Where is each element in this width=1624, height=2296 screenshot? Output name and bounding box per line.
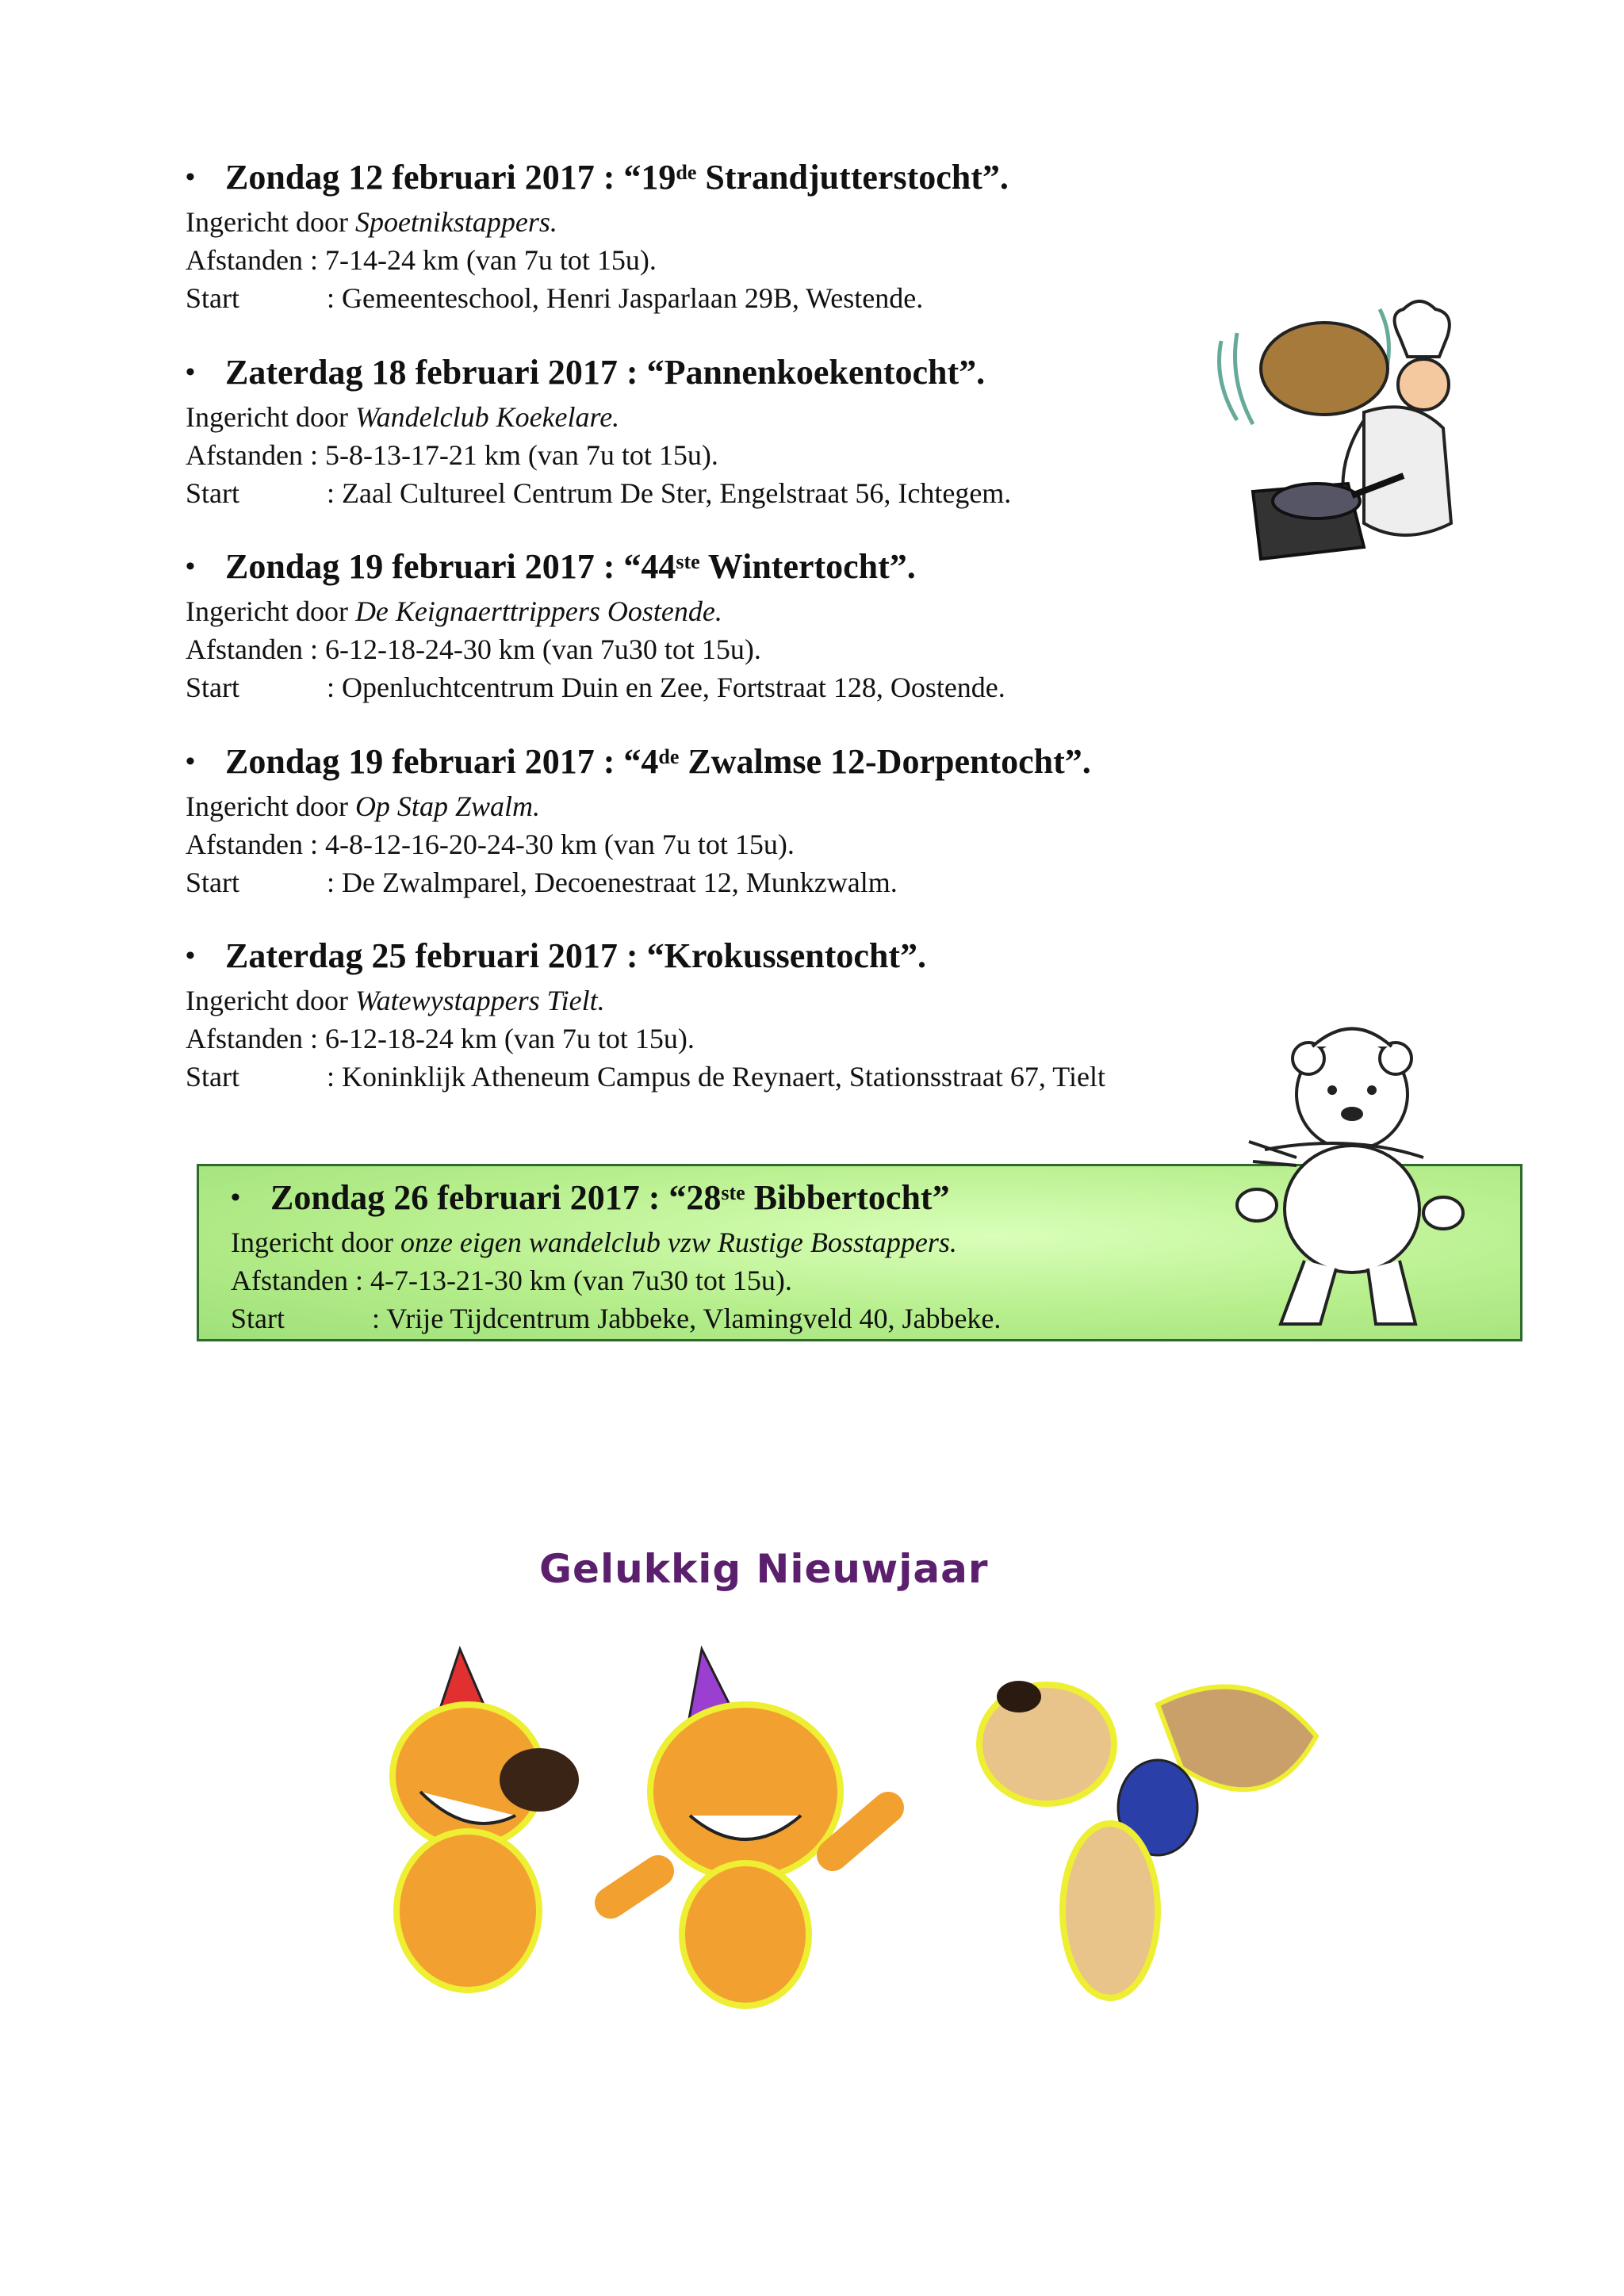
event-title: • Zondag 19 februari 2017 : “4de Zwalmse 12-Dorpentocht”. (186, 742, 1091, 781)
event-title: • Zondag 12 februari 2017 : “19de Strandjutterstocht”. (186, 152, 1240, 203)
distances-line: Afstanden : 6-12-18-24 km (van 7u tot 15u). (186, 1023, 695, 1054)
organizer-line: Ingericht door onze eigen wandelclub vzw Rustige Bosstappers. (231, 1226, 957, 1258)
event-title: • Zondag 26 februari 2017 : “28ste Bibbertocht” (231, 1178, 950, 1217)
distances-line: Afstanden : 7-14-24 km (van 7u tot 15u). (186, 244, 657, 276)
event-title: • Zondag 19 februari 2017 : “44ste Wintertocht”. (186, 547, 916, 586)
new-year-characters-illustration (349, 1601, 1332, 2014)
start-line: Start : Openluchtcentrum Duin en Zee, Fortstraat 128, Oostende. (186, 672, 1005, 703)
party-dog-icon (393, 1649, 579, 1990)
party-cat-icon (611, 1649, 888, 2006)
event-2 (186, 347, 1240, 512)
distances-line: Afstanden : 4-8-12-16-20-24-30 km (van 7u tot 15u). (186, 828, 795, 860)
chef-pancake-illustration (1205, 293, 1459, 579)
start-line: Start : Vrije Tijdcentrum Jabbeke, Vlamingveld 40, Jabbeke. (231, 1303, 1002, 1334)
featured-event (231, 1173, 1262, 1337)
organizer-line: Ingericht door Watewystappers Tielt. (186, 985, 605, 1016)
start-line: Start : De Zwalmparel, Decoenestraat 12, Munkzwalm. (186, 867, 898, 898)
distances-line: Afstanden : 6-12-18-24-30 km (van 7u30 tot 15u). (186, 633, 761, 665)
event-1 (186, 152, 1240, 317)
event-5 (186, 931, 1240, 1096)
organizer-line: Ingericht door Spoetnikstappers. (186, 206, 557, 238)
party-rabbit-dog-icon (979, 1681, 1316, 1998)
event-3 (186, 541, 1240, 706)
start-line: Start : Zaal Cultureel Centrum De Ster, Engelstraat 56, Ichtegem. (186, 477, 1012, 509)
organizer-line: Ingericht door Op Stap Zwalm. (186, 790, 540, 822)
greeting-title: Gelukkig Nieuwjaar (539, 1546, 989, 1592)
event-title: • Zaterdag 18 februari 2017 : “Pannenkoekentocht”. (186, 353, 986, 392)
event-title: • Zaterdag 25 februari 2017 : “Krokussentocht”. (186, 936, 927, 975)
event-4 (186, 737, 1240, 901)
start-line: Start : Koninklijk Atheneum Campus de Reynaert, Stationsstraat 67, Tielt (186, 1061, 1105, 1093)
start-line: Start : Gemeenteschool, Henri Jasparlaan 29B, Westende. (186, 282, 924, 314)
organizer-line: Ingericht door De Keignaerttrippers Oostende. (186, 595, 722, 627)
organizer-line: Ingericht door Wandelclub Koekelare. (186, 401, 620, 433)
distances-line: Afstanden : 5-8-13-17-21 km (van 7u tot 15u). (186, 439, 718, 471)
distances-line: Afstanden : 4-7-13-21-30 km (van 7u30 tot 15u). (231, 1265, 792, 1296)
bullet: • (186, 163, 195, 192)
bear-with-scarf-illustration (1233, 1015, 1471, 1348)
